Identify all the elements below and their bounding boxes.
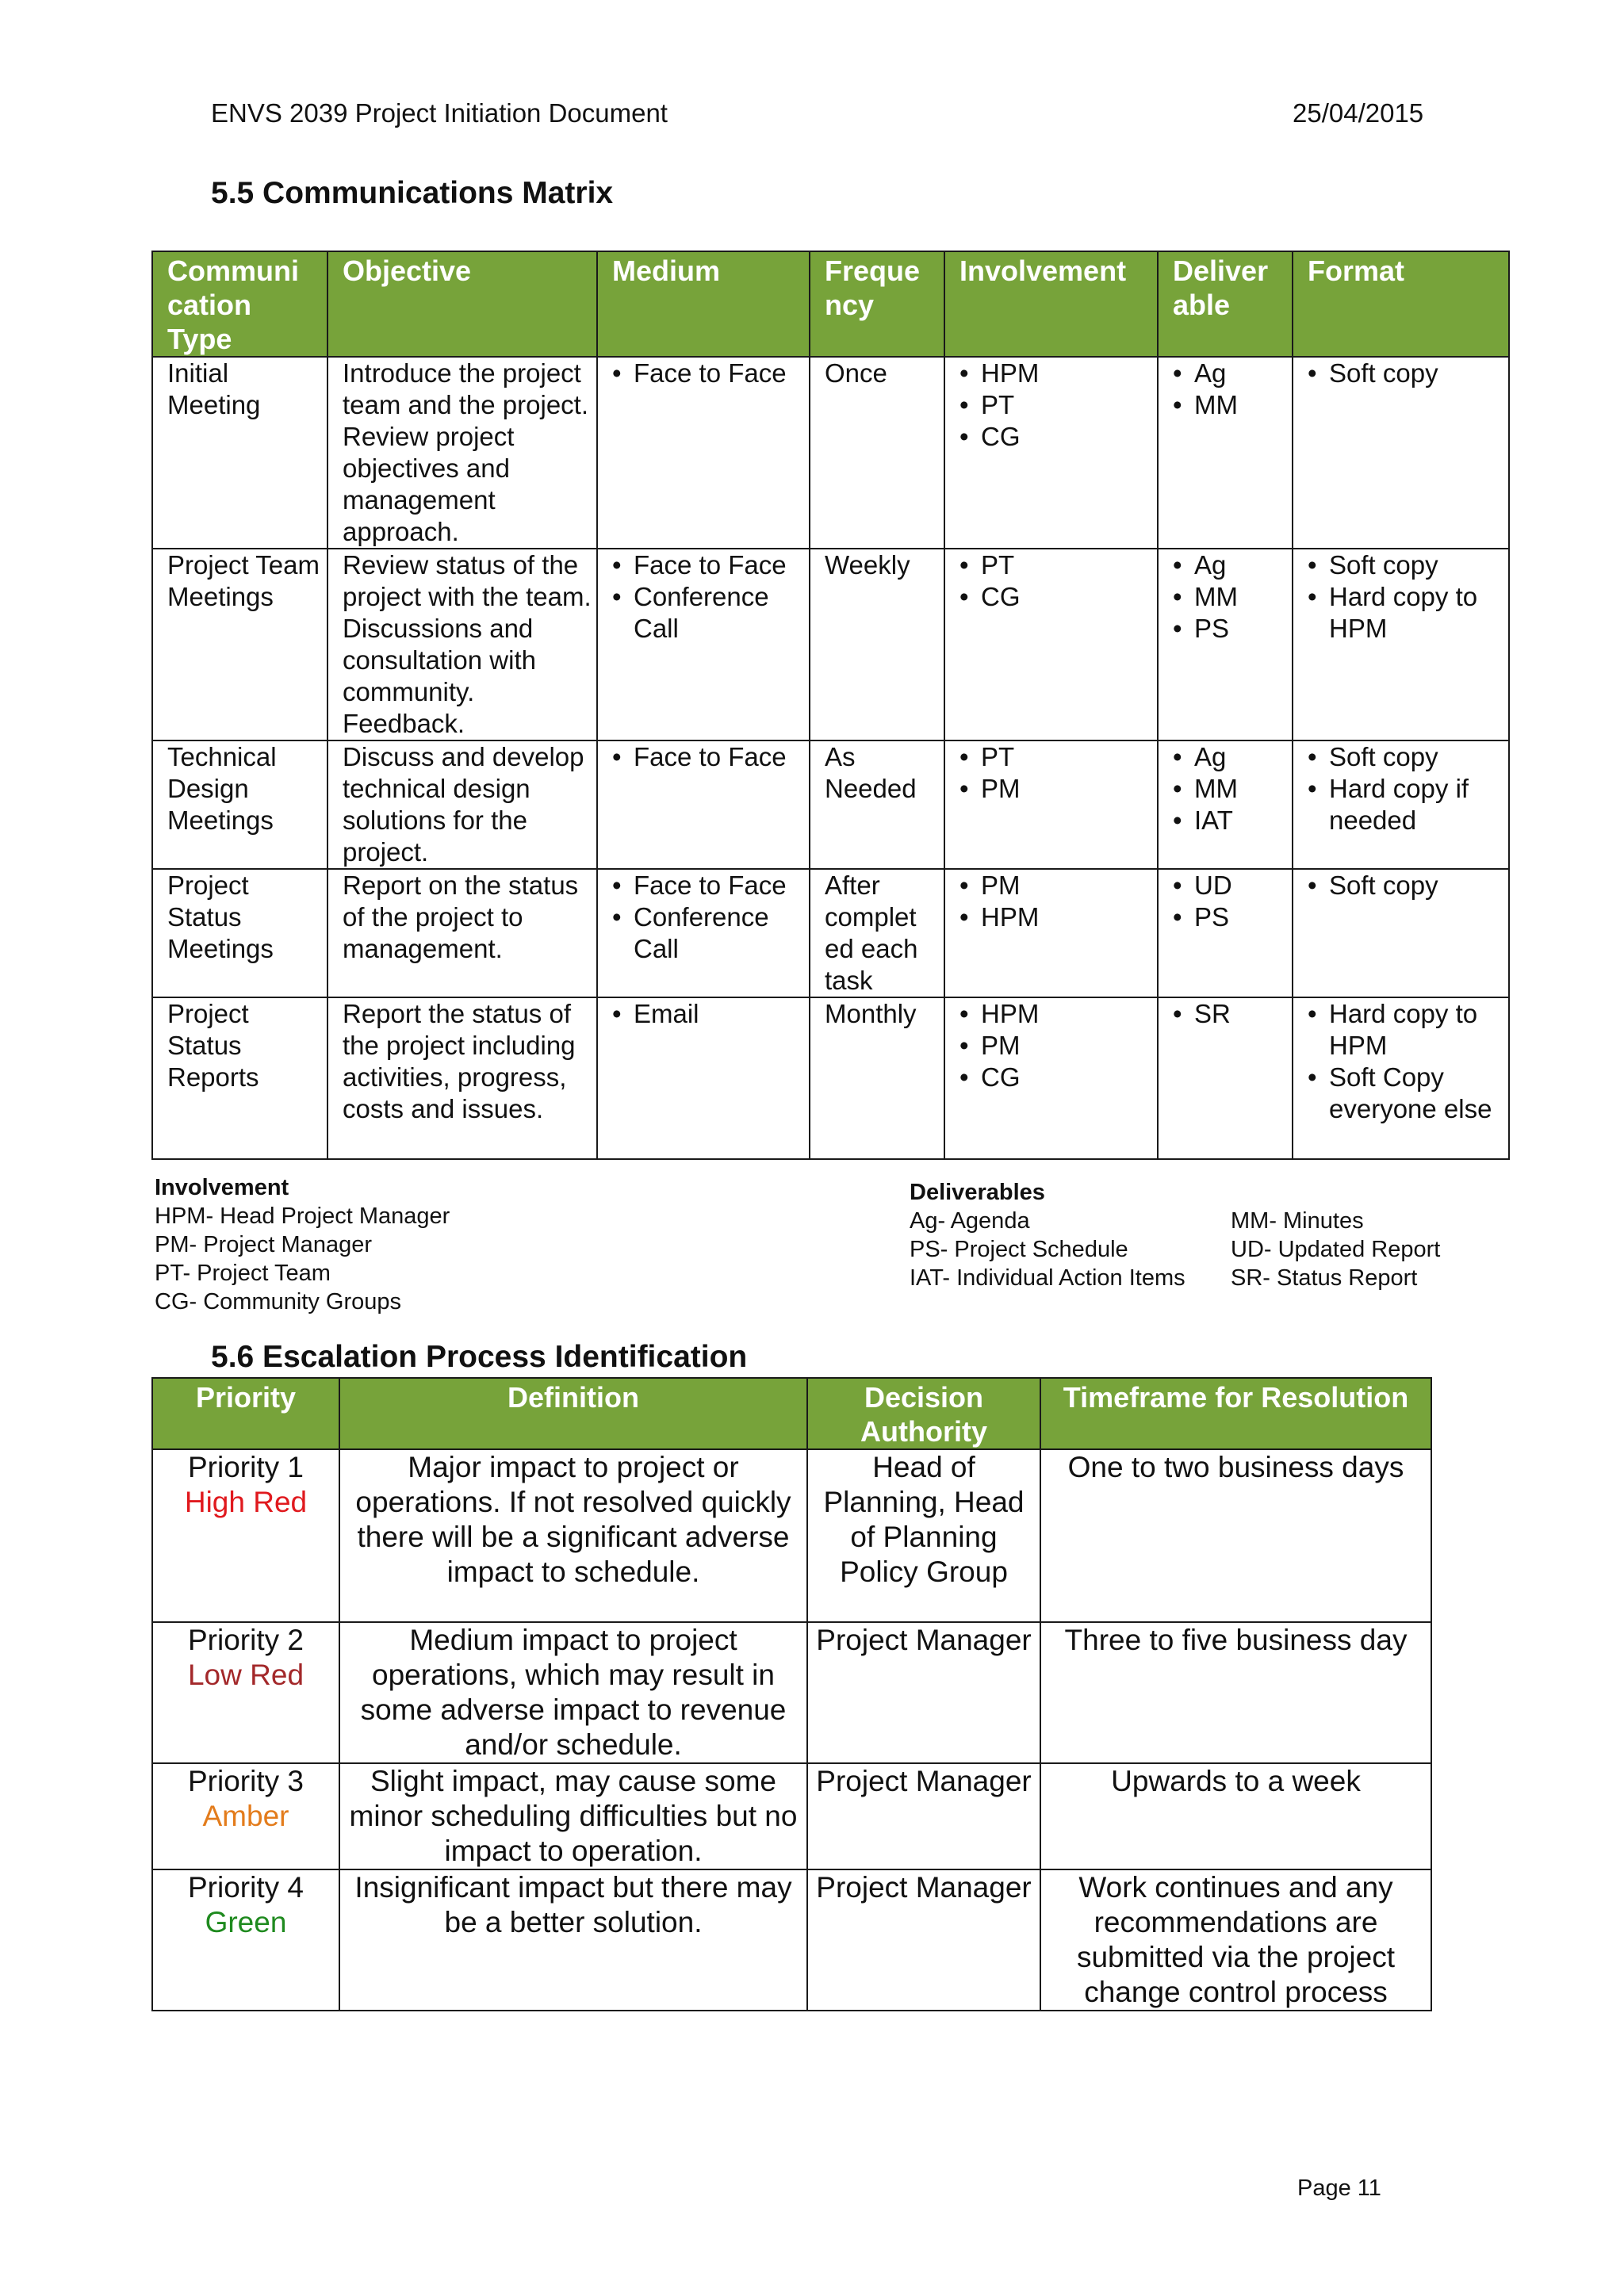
list-item: • PM (959, 870, 1152, 901)
priority-level: Low Red (187, 1659, 304, 1691)
medium-cell (597, 357, 810, 549)
legend-item: HPM- Head Project Manager (155, 1203, 450, 1229)
list-item: • Hard copy to HPM (1308, 998, 1503, 1062)
table-row (152, 1449, 1431, 1622)
communication-type-cell: Project Status Reports (152, 997, 327, 1159)
list-item: • SR (1173, 998, 1287, 1030)
format-cell (1293, 740, 1509, 869)
timeframe-cell: One to two business days (1040, 1449, 1431, 1622)
table-row (152, 549, 1509, 740)
objective-cell: Review status of the project with the team. Discussions and consultation with community. Feedback. (327, 549, 597, 740)
list-item: • MM (1173, 389, 1287, 421)
objective-cell: Discuss and develop technical design solutions for the project. (327, 740, 597, 869)
list-item: • Hard copy to HPM (1308, 581, 1503, 645)
deliverable-cell (1158, 997, 1293, 1159)
involvement-cell (944, 549, 1158, 740)
legend-item: PS- Project Schedule (910, 1237, 1128, 1262)
priority-label: Priority 1 (188, 1451, 304, 1483)
list-item: • CG (959, 1062, 1152, 1093)
column-header: Objective (327, 251, 597, 357)
list-item: • Face to Face (612, 741, 804, 773)
legend-title: Involvement (155, 1175, 289, 1200)
list-item: • Soft copy (1308, 358, 1503, 389)
timeframe-cell: Upwards to a week (1040, 1763, 1431, 1869)
priority-cell (152, 1449, 339, 1622)
format-cell (1293, 997, 1509, 1159)
deliverables-legend (910, 1178, 1512, 1292)
list-item: • PS (1173, 613, 1287, 645)
list-item: • Soft copy (1308, 870, 1503, 901)
deliverable-cell (1158, 740, 1293, 869)
list-item: • Hard copy if needed (1308, 773, 1503, 836)
list-item: • PS (1173, 901, 1287, 933)
list-item: • Soft copy (1308, 549, 1503, 581)
priority-level: Green (205, 1906, 287, 1938)
medium-cell (597, 740, 810, 869)
medium-cell (597, 997, 810, 1159)
legend-item: MM- Minutes (1231, 1208, 1364, 1234)
list-item: • PM (959, 1030, 1152, 1062)
list-item: • IAT (1173, 805, 1287, 836)
column-header: Decision Authority (807, 1378, 1040, 1449)
frequency-cell: Monthly (810, 997, 944, 1159)
legend-item: UD- Updated Report (1231, 1237, 1441, 1262)
frequency-cell: Weekly (810, 549, 944, 740)
list-item: • HPM (959, 998, 1152, 1030)
communication-type-cell: Initial Meeting (152, 357, 327, 549)
list-item: • Soft Copy everyone else (1308, 1062, 1503, 1125)
priority-cell (152, 1763, 339, 1869)
list-item: • Ag (1173, 549, 1287, 581)
definition-cell: Slight impact, may cause some minor scheduling difficulties but no impact to operation. (339, 1763, 807, 1869)
list-item: • Face to Face (612, 870, 804, 901)
list-item: • Soft copy (1308, 741, 1503, 773)
involvement-legend (155, 1173, 450, 1316)
table-row (152, 1869, 1431, 2011)
list-item: • PM (959, 773, 1152, 805)
table-row (152, 869, 1509, 997)
document-title: ENVS 2039 Project Initiation Document (211, 98, 668, 128)
communication-type-cell: Technical Design Meetings (152, 740, 327, 869)
list-item: • HPM (959, 358, 1152, 389)
column-header: Format (1293, 251, 1509, 357)
priority-label: Priority 4 (188, 1871, 304, 1904)
timeframe-cell: Work continues and any recommendations are submitted via the project change control process (1040, 1869, 1431, 2011)
deliverable-cell (1158, 357, 1293, 549)
list-item: • MM (1173, 581, 1287, 613)
communication-type-cell: Project Status Meetings (152, 869, 327, 997)
priority-level: High Red (184, 1486, 308, 1518)
page-number: Page 11 (1297, 2175, 1381, 2201)
legend-item: IAT- Individual Action Items (910, 1265, 1185, 1291)
column-header: Communi cation Type (152, 251, 327, 357)
escalation-process-heading: 5.6 Escalation Process Identification (211, 1340, 748, 1374)
authority-cell: Head of Planning, Head of Planning Policy Group (807, 1449, 1040, 1622)
table-row (152, 1622, 1431, 1763)
list-item: • Face to Face (612, 549, 804, 581)
column-header: Priority (152, 1378, 339, 1449)
priority-level: Amber (202, 1800, 289, 1832)
definition-cell: Major impact to project or operations. If not resolved quickly there will be a significant adverse impact to schedule. (339, 1449, 807, 1622)
deliverable-cell (1158, 549, 1293, 740)
list-item: • Conference Call (612, 581, 804, 645)
priority-label: Priority 3 (188, 1765, 304, 1797)
column-header: Definition (339, 1378, 807, 1449)
medium-cell (597, 549, 810, 740)
document-date: 25/04/2015 (1293, 98, 1424, 128)
format-cell (1293, 357, 1509, 549)
communication-type-cell: Project Team Meetings (152, 549, 327, 740)
involvement-cell (944, 357, 1158, 549)
list-item: • Email (612, 998, 804, 1030)
format-cell (1293, 869, 1509, 997)
priority-cell (152, 1869, 339, 2011)
communications-matrix-table (151, 251, 1510, 1160)
medium-cell (597, 869, 810, 997)
list-item: • HPM (959, 901, 1152, 933)
objective-cell: Introduce the project team and the project. Review project objectives and management approach. (327, 357, 597, 549)
legend-item: PM- Project Manager (155, 1232, 372, 1257)
authority-cell: Project Manager (807, 1869, 1040, 2011)
legend-title: Deliverables (910, 1180, 1045, 1205)
priority-cell (152, 1622, 339, 1763)
deliverable-cell (1158, 869, 1293, 997)
column-header: Freque ncy (810, 251, 944, 357)
table-row (152, 1763, 1431, 1869)
definition-cell: Insignificant impact but there may be a better solution. (339, 1869, 807, 2011)
frequency-cell: After complet ed each task (810, 869, 944, 997)
table-row (152, 997, 1509, 1159)
column-header: Deliver able (1158, 251, 1293, 357)
authority-cell: Project Manager (807, 1622, 1040, 1763)
priority-label: Priority 2 (188, 1624, 304, 1656)
list-item: • PT (959, 549, 1152, 581)
list-item: • PT (959, 389, 1152, 421)
list-item: • PT (959, 741, 1152, 773)
definition-cell: Medium impact to project operations, which may result in some adverse impact to revenue and/or schedule. (339, 1622, 807, 1763)
column-header: Timeframe for Resolution (1040, 1378, 1431, 1449)
list-item: • MM (1173, 773, 1287, 805)
column-header: Involvement (944, 251, 1158, 357)
involvement-cell (944, 869, 1158, 997)
list-item: • Conference Call (612, 901, 804, 965)
objective-cell: Report the status of the project including activities, progress, costs and issues. (327, 997, 597, 1159)
legend-item: SR- Status Report (1231, 1265, 1418, 1291)
list-item: • Face to Face (612, 358, 804, 389)
legend-item: Ag- Agenda (910, 1208, 1030, 1234)
frequency-cell: As Needed (810, 740, 944, 869)
list-item: • CG (959, 581, 1152, 613)
list-item: • UD (1173, 870, 1287, 901)
legend-item: PT- Project Team (155, 1261, 331, 1286)
escalation-header-row (152, 1378, 1431, 1449)
communications-header-row (152, 251, 1509, 357)
communications-matrix-heading: 5.5 Communications Matrix (211, 176, 614, 210)
objective-cell: Report on the status of the project to management. (327, 869, 597, 997)
timeframe-cell: Three to five business day (1040, 1622, 1431, 1763)
table-row (152, 357, 1509, 549)
frequency-cell: Once (810, 357, 944, 549)
escalation-table (151, 1377, 1432, 2011)
involvement-cell (944, 740, 1158, 869)
table-row (152, 740, 1509, 869)
format-cell (1293, 549, 1509, 740)
authority-cell: Project Manager (807, 1763, 1040, 1869)
list-item: • CG (959, 421, 1152, 453)
legend-item: CG- Community Groups (155, 1289, 402, 1314)
involvement-cell (944, 997, 1158, 1159)
column-header: Medium (597, 251, 810, 357)
list-item: • Ag (1173, 741, 1287, 773)
list-item: • Ag (1173, 358, 1287, 389)
